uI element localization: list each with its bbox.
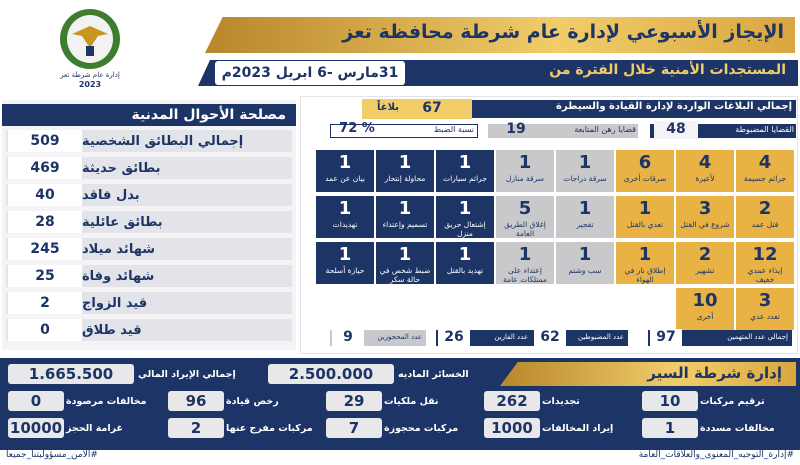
incident-cell	[736, 150, 794, 192]
accused-total-label: إجمالي عدد المتهمين	[727, 333, 788, 341]
civil-row-label: بدل فاقد	[82, 187, 140, 203]
incident-label: أخرى	[696, 312, 714, 321]
total-reports-unit: بلاغاً	[377, 102, 399, 113]
controlled-label: القضايا المضبوطة	[735, 125, 794, 134]
incident-cell	[736, 288, 794, 330]
civil-row-label: بطائق حديثة	[82, 160, 161, 176]
incident-cell	[376, 242, 434, 284]
traffic-value: 1.665.500	[8, 364, 134, 384]
incident-cell	[676, 242, 734, 284]
traffic-value: 2.500.000	[268, 364, 394, 384]
incident-count: 4	[698, 152, 712, 173]
traffic-label: مخالفات مرصودة	[66, 395, 147, 407]
incident-count: 3	[698, 198, 712, 219]
followup-value: 19	[506, 121, 526, 137]
traffic-label: غرامة الحجز	[66, 422, 124, 434]
incident-label: بيان عن عمد	[325, 174, 365, 183]
incident-cell	[736, 196, 794, 238]
eagle-emblem-icon	[52, 6, 128, 72]
traffic-label: الخسائر الماديه	[398, 368, 469, 380]
traffic-label: ترقيم مركبات	[700, 395, 765, 407]
footer-hashtag-left: #الأمن_مسؤوليتنا_جميعاً	[6, 450, 98, 460]
traffic-label: مركبات محجوزة	[384, 422, 459, 434]
incident-cell	[556, 242, 614, 284]
incident-label: تسميم وإعتداء	[382, 220, 428, 229]
civil-row-value: 28	[8, 211, 82, 233]
arrested-label: عدد المضبوطين	[577, 333, 624, 341]
traffic-value: 29	[326, 391, 382, 411]
followup-label: قضايا رهن المتابعة	[574, 125, 636, 134]
incident-count: 1	[458, 198, 472, 219]
fugitives-value: 26	[438, 329, 470, 347]
incident-count: 1	[338, 152, 352, 173]
civil-row-value: 2	[8, 292, 82, 314]
incident-label: إشتعال حريق منزل	[444, 220, 486, 238]
incident-count: 1	[638, 198, 652, 219]
incident-label: سب وشتم	[568, 266, 602, 275]
traffic-value: 10000	[9, 419, 63, 437]
traffic-value: 0	[8, 391, 64, 411]
subtitle: المستجدات الأمنية خلال الفترة من	[549, 62, 786, 78]
accused-total-value: 97	[650, 329, 682, 347]
incident-count: 1	[458, 152, 472, 173]
traffic-value: 10	[642, 391, 698, 411]
traffic-title: إدارة شرطة السير	[647, 364, 782, 382]
civil-row-value: 245	[8, 238, 82, 260]
incident-label: جرائم جسيمة	[743, 174, 787, 183]
traffic-value: 1000	[484, 418, 540, 438]
incident-count: 1	[578, 198, 592, 219]
incident-count: 1	[578, 244, 592, 265]
incident-cell	[616, 242, 674, 284]
incident-cell	[556, 196, 614, 238]
incident-label: إطلاق نار في الهواء	[624, 266, 666, 284]
logo-caption: إدارة عام شرطة تعز	[60, 71, 120, 79]
civil-row-label: إجمالي البطائق الشخصية	[82, 133, 244, 149]
civil-row-label: شهائد وفاة	[82, 268, 155, 284]
traffic-label: رخص قيادة	[226, 395, 279, 407]
incident-label: سرقة دراجات	[563, 174, 607, 183]
date-range: 31مارس -6 ابريل 2023م	[215, 61, 405, 85]
incident-label: محاولة إنتحار	[384, 174, 426, 183]
incident-cell	[376, 150, 434, 192]
incident-label: تشهير	[695, 266, 715, 275]
logo-year: 2023	[78, 80, 102, 89]
incident-count: 10	[692, 290, 718, 311]
incident-count: 4	[758, 152, 772, 173]
incident-cell	[436, 242, 494, 284]
traffic-label: تجديدات	[542, 395, 580, 407]
incident-label: لأعيرة	[695, 174, 715, 183]
incident-cell	[616, 150, 674, 192]
civil-row-value: 469	[8, 157, 82, 179]
fugitives-label: عدد الفارين	[494, 333, 528, 341]
traffic-value: 262	[484, 391, 540, 411]
incident-cell	[436, 150, 494, 192]
incident-cell	[496, 196, 554, 238]
incident-cell	[616, 196, 674, 238]
traffic-label: نقل ملكيات	[384, 395, 439, 407]
incident-label: جرائم سيارات	[443, 174, 487, 183]
logo	[52, 6, 128, 72]
civil-row-value: 509	[8, 130, 82, 152]
traffic-value: 1	[642, 418, 698, 438]
incident-count: 1	[458, 244, 472, 265]
incident-cell	[736, 242, 794, 284]
civil-row-value: 0	[8, 319, 82, 341]
incident-count: 1	[398, 198, 412, 219]
incident-count: 5	[518, 198, 532, 219]
incident-cell	[676, 196, 734, 238]
incident-label: سرقات أخرى	[623, 174, 667, 183]
incident-count: 1	[338, 244, 352, 265]
rate-value: 72 %	[339, 121, 375, 136]
incident-cell	[556, 150, 614, 192]
incident-cell	[436, 196, 494, 238]
traffic-value: 96	[168, 391, 224, 411]
traffic-label: إجمالي الإيراد المالي	[138, 368, 236, 380]
incident-count: 1	[338, 198, 352, 219]
traffic-value: 7	[326, 418, 382, 438]
incident-cell	[676, 288, 734, 330]
civil-row-value: 40	[8, 184, 82, 206]
incident-count: 1	[518, 244, 532, 265]
incident-label: تهديد بالقتل	[446, 266, 484, 275]
incident-count: 6	[638, 152, 652, 173]
incident-label: تعدي بالقتل	[626, 220, 664, 229]
incident-count: 3	[758, 290, 772, 311]
incident-cell	[376, 196, 434, 238]
arrested-value: 62	[534, 329, 566, 347]
civil-row-label: بطائق عائلية	[82, 214, 163, 230]
total-reports-value: 67	[422, 100, 442, 116]
incident-count: 2	[698, 244, 712, 265]
civil-row-label: شهائد ميلاد	[82, 241, 156, 257]
page-title: الإيجاز الأسبوعي لإدارة عام شرطة محافظة تعز	[342, 21, 784, 43]
incident-count: 1	[578, 152, 592, 173]
incident-count: 1	[518, 152, 532, 173]
incident-cell	[496, 242, 554, 284]
civil-row-label: قيد طلاق	[82, 322, 142, 338]
incident-label: ضبط شخص في حالة سكر	[379, 266, 431, 284]
incident-label: تفجير	[576, 220, 594, 229]
incident-count: 12	[752, 244, 778, 265]
incident-count: 1	[398, 244, 412, 265]
incident-label: حيازة أسلحة	[325, 266, 365, 275]
incident-label: إيذاء عمدي خفيف	[747, 266, 783, 284]
incident-label: إعتداء على ممتلكات عامة	[503, 266, 547, 284]
incident-count: 1	[638, 244, 652, 265]
detained-value: 9	[332, 329, 364, 347]
incident-label: سرقة منازل	[505, 174, 545, 183]
traffic-label: مخالفات مسددة	[700, 422, 775, 434]
incident-cell	[316, 150, 374, 192]
controlled-value: 48	[654, 121, 698, 139]
traffic-value: 2	[168, 418, 224, 438]
traffic-label: مركبات مفرج عنها	[226, 422, 313, 434]
incident-label: إغلاق الطريق العامة	[504, 220, 546, 238]
incident-count: 2	[758, 198, 772, 219]
incident-cell	[496, 150, 554, 192]
incident-label: تعدد عدي	[750, 312, 780, 321]
incident-label: قتل عمد	[751, 220, 779, 229]
traffic-label: إيراد المخالفات	[542, 422, 614, 434]
civil-title: مصلحة الأحوال المدنية	[2, 104, 296, 126]
incident-label: شروع في القتل	[680, 220, 730, 229]
incident-cell	[676, 150, 734, 192]
incident-cell	[316, 242, 374, 284]
incident-count: 1	[398, 152, 412, 173]
incident-label: تهديدات	[332, 220, 358, 229]
civil-row-value: 25	[8, 265, 82, 287]
civil-row-label: قيد الزواج	[82, 295, 148, 311]
total-reports-label: إجمالي البلاغات الواردة لإدارة القيادة والسيطرة	[556, 101, 792, 112]
detained-label: عدد المحجوزين	[377, 333, 422, 341]
incident-cell	[316, 196, 374, 238]
footer-hashtag-right: #إدارة_التوجيه_المعنوي_والعلاقات_العامة	[638, 450, 794, 460]
rate-label: نسبة الضبط	[433, 125, 474, 134]
